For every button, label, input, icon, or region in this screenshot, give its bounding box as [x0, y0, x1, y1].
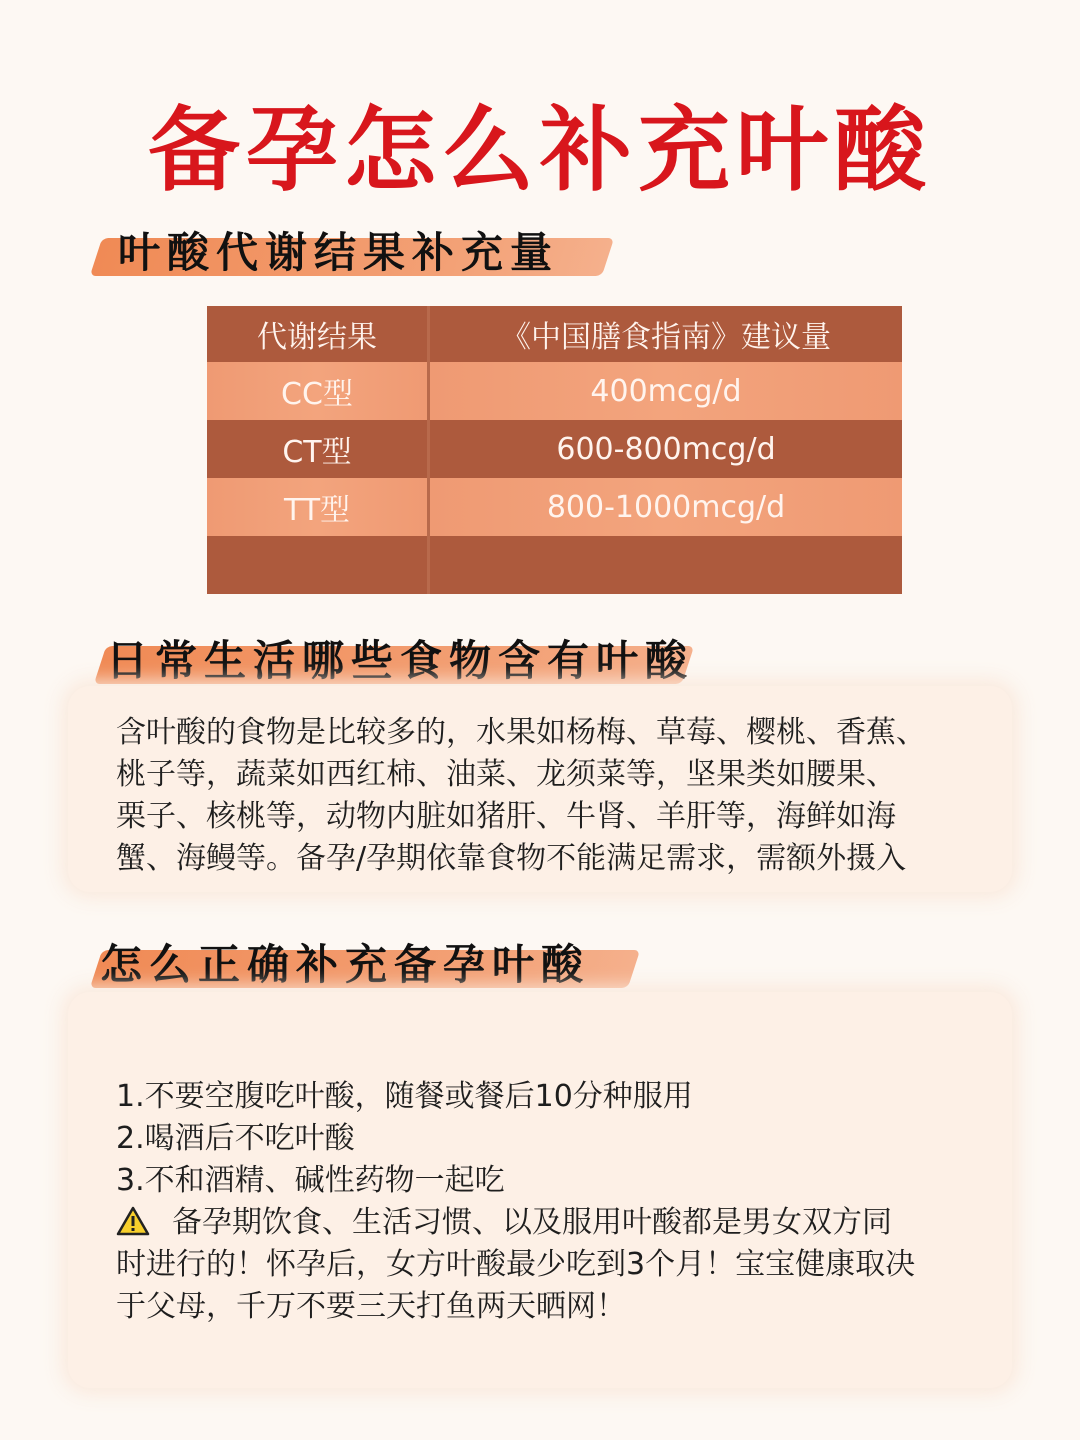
table-header-cell: 《中国膳食指南》建议量 — [429, 306, 903, 362]
warning-line — [116, 1202, 976, 1244]
table-cell-type — [207, 536, 429, 594]
section-heading-howto — [96, 934, 634, 998]
foods-line: 含叶酸的食物是比较多的，水果如杨梅、草莓、樱桃、香蕉、 — [116, 715, 926, 750]
table-header-cell: 代谢结果 — [207, 306, 429, 362]
warning-line: 于父母，千万不要三天打鱼两天晒网！ — [116, 1289, 626, 1324]
table-cell-type: TT型 — [207, 478, 429, 536]
list-item: 3.不和酒精、碱性药物一起吃 — [116, 1163, 505, 1198]
foods-line: 栗子、核桃等，动物内脏如猪肝、牛肾、羊肝等，海鲜如海 — [116, 799, 896, 834]
howto-list — [116, 1076, 976, 1328]
list-item: 1.不要空腹吃叶酸，随餐或餐后10分种服用 — [116, 1079, 693, 1114]
section-heading-foods — [100, 630, 695, 694]
warning-line: 时进行的！怀孕后，女方叶酸最少吃到3个月！宝宝健康取决 — [116, 1247, 916, 1282]
section-heading-text: 怎么正确补充备孕叶酸 — [100, 940, 591, 989]
page-title: 备孕怎么补充叶酸 — [147, 97, 932, 204]
table-row — [207, 478, 902, 536]
section-heading-metabolism — [96, 222, 608, 286]
table-cell-dose: 600-800mcg/d — [429, 420, 903, 478]
table-row — [207, 362, 902, 420]
foods-paragraph — [116, 712, 976, 880]
table-row — [207, 420, 902, 478]
table-cell-type: CT型 — [207, 420, 429, 478]
dosage-table — [207, 306, 902, 594]
foods-line: 蟹、海鳗等。备孕/孕期依靠食物不能满足需求，需额外摄入 — [116, 841, 907, 876]
warning-icon — [116, 1206, 150, 1236]
table-cell-dose — [429, 536, 903, 594]
table-cell-type: CC型 — [207, 362, 429, 420]
table-cell-dose: 800-1000mcg/d — [429, 478, 903, 536]
warning-text: 备孕期饮食、生活习惯、以及服用叶酸都是男女双方同 — [172, 1205, 892, 1240]
section-heading-text: 日常生活哪些食物含有叶酸 — [106, 636, 695, 685]
table-cell-dose: 400mcg/d — [429, 362, 903, 420]
table-header-row — [207, 306, 902, 362]
foods-line: 桃子等，蔬菜如西红柿、油菜、龙须菜等，坚果类如腰果、 — [116, 757, 896, 792]
section-heading-text: 叶酸代谢结果补充量 — [118, 228, 560, 277]
table-row — [207, 536, 902, 594]
list-item: 2.喝酒后不吃叶酸 — [116, 1121, 355, 1156]
